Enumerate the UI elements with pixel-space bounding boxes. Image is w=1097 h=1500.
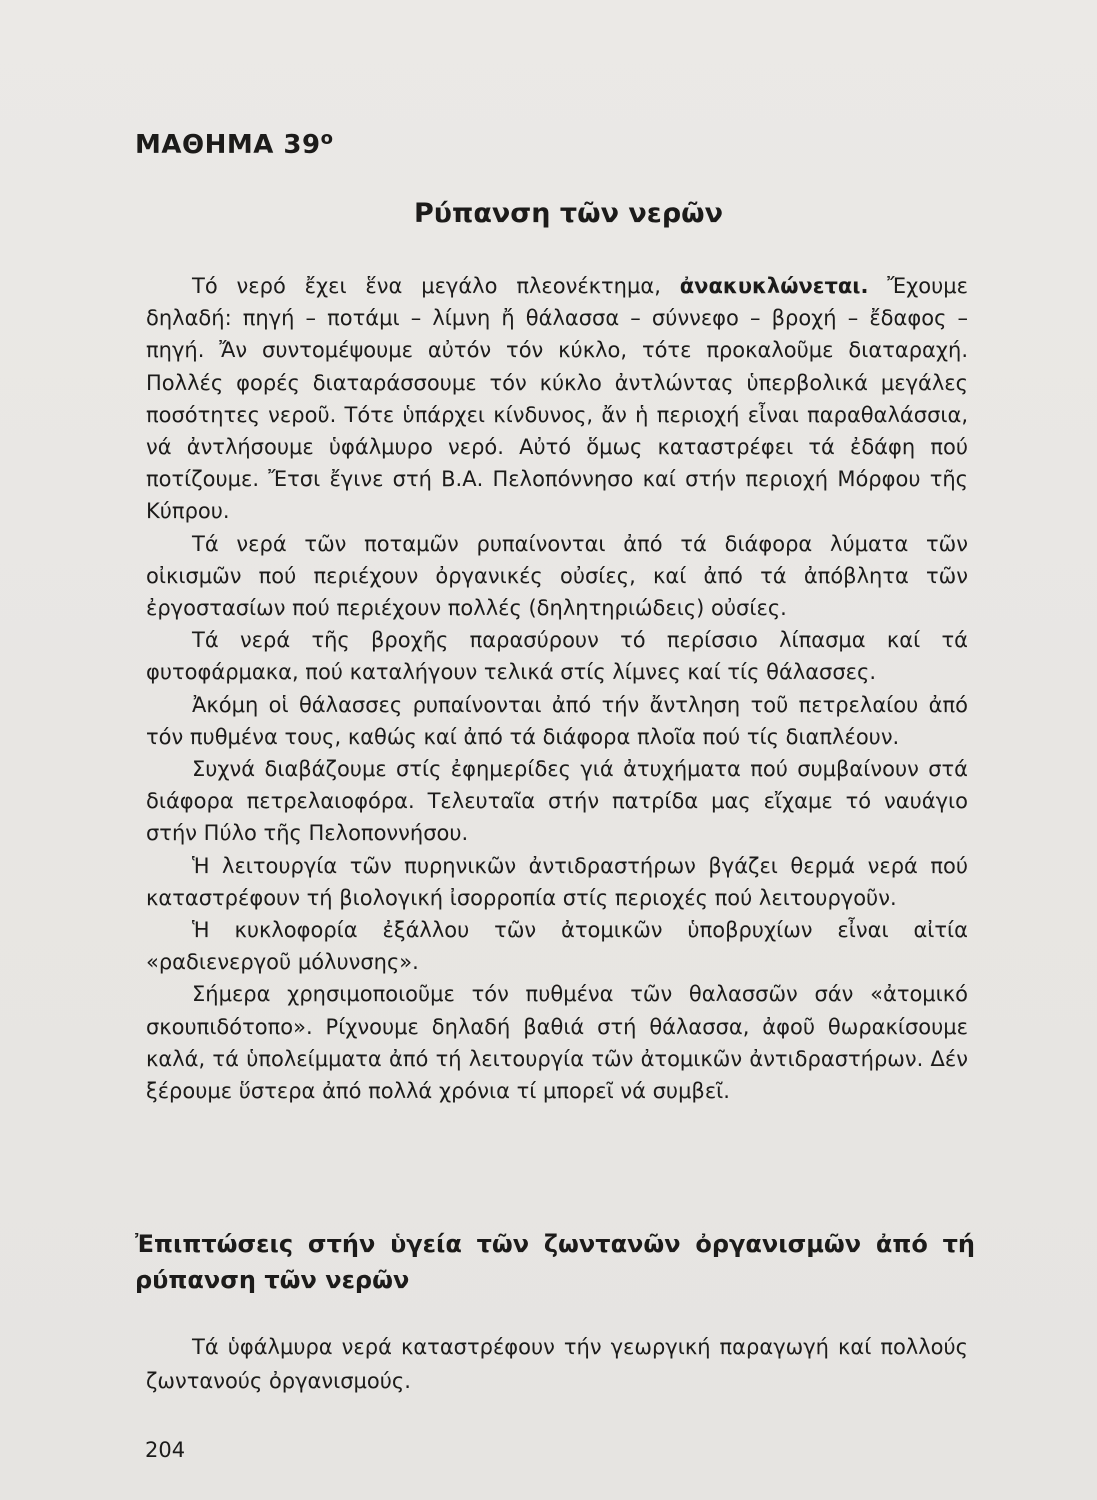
lesson-label: ΜΑΘΗΜΑ 39 xyxy=(135,130,321,160)
body-text xyxy=(146,270,968,1107)
paragraph-intro xyxy=(146,270,968,528)
paragraph-nuclear-reactors: Ἡ λειτουργία τῶν πυρηνικῶν ἀντιδραστήρων βγάζει θερμά νερά πού καταστρέφουν τή βιολογική ἰσορροπία στίς περιοχές πού λειτουργοῦν. xyxy=(146,853,968,910)
lesson-heading xyxy=(135,128,333,160)
paragraph-oil-extraction: Ἀκόμη οἱ θάλασσες ρυπαίνονται ἀπό τήν ἄντληση τοῦ πετρελαίου ἀπό τόν πυθμένα τους, καθώς καί ἀπό τά διάφορα πλοῖα πού τίς διαπλέουν. xyxy=(146,692,968,749)
paragraph-intro-before: Τό νερό ἔχει ἕνα μεγάλο πλεονέκτημα, xyxy=(192,274,680,298)
paragraph-closing: Τά ὑφάλμυρα νερά καταστρέφουν τήν γεωργική παραγωγή καί πολλούς ζωντανούς ὀργανισμούς. xyxy=(146,1335,968,1393)
paragraph-rain: Τά νερά τῆς βροχῆς παρασύρουν τό περίσσιο λίπασμα καί τά φυτοφάρμακα, πού καταλήγουν τελικά στίς λίμνες καί τίς θάλασσες. xyxy=(146,628,968,685)
chapter-title: Ρύπανση τῶν νερῶν xyxy=(413,198,724,229)
paragraph-submarines: Ἡ κυκλοφορία ἐξάλλου τῶν ἀτομικῶν ὑποβρυχίων εἶναι αἰτία «ραδιενεργοῦ μόλυνσης». xyxy=(146,918,968,975)
lesson-ordinal: ο xyxy=(320,128,334,149)
paragraph-tankers: Συχνά διαβάζουμε στίς ἐφημερίδες γιά ἀτυχήματα πού συμβαίνουν στά διάφορα πετρελαιοφόρα. Τελευταῖα στήν πατρίδα μας εἴχαμε τό ναυάγιο στήν Πύλο τῆς Πελοποννήσου. xyxy=(146,757,968,846)
paragraph-nuclear-waste: Σήμερα χρησιμοποιοῦμε τόν πυθμένα τῶν θαλασσῶν σάν «ἀτομικό σκουπιδότοπο». Ρίχνουμε δηλαδή βαθιά στή θάλασσα, ἀφοῦ θωρακίσουμε καλά, τά ὑπολείμματα ἀπό τή λειτουργία τῶν ἀτομικῶν ἀντιδραστήρων. Δέν ξέρουμε ὕστερα ἀπό πολλά χρόνια τί μπορεῖ νά συμβεῖ. xyxy=(146,982,968,1104)
paragraph-rivers: Τά νερά τῶν ποταμῶν ρυπαίνονται ἀπό τά διάφορα λύματα τῶν οἰκισμῶν πού περιέχουν ὀργανικές οὐσίες, καί ἀπό τά ἀπόβλητα τῶν ἐργοστασίων πού περιέχουν πολλές (δηλητηριώδεις) οὐσίες. xyxy=(146,531,968,621)
paragraph-intro-after: Ἔχουμε δηλαδή: πηγή – ποτάμι – λίμνη ἤ θάλασσα – σύννεφο – βροχή – ἔδαφος – πηγή. Ἄν συντομέψουμε αὐτόν τόν κύκλο, τότε προκαλοῦμε διαταραχή. Πολλές φορές διαταράσσουμε τόν κύκλο ἀντλώντας ὑπερβολικά μεγάλες ποσότητες νεροῦ. Τότε ὑπάρχει κίνδυνος, ἄν ἡ περιοχή εἶναι παραθαλάσσια, νά ἀντλήσουμε ὑφάλμυρο νερό. Αὐτό ὅμως καταστρέφει τά ἐδάφη πού ποτίζουμε. Ἔτσι ἔγινε στή Β.Α. Πελοπόννησο καί στήν περιοχή Μόρφου τῆς Κύπρου. xyxy=(146,274,968,524)
emphasis-recycled: ἀνακυκλώνεται. xyxy=(679,274,869,298)
section-subheading: Ἐπιπτώσεις στήν ὑγεία τῶν ζωντανῶν ὀργανισμῶν ἀπό τή ρύπανση τῶν νερῶν xyxy=(135,1230,975,1294)
page-number: 204 xyxy=(145,1438,186,1462)
